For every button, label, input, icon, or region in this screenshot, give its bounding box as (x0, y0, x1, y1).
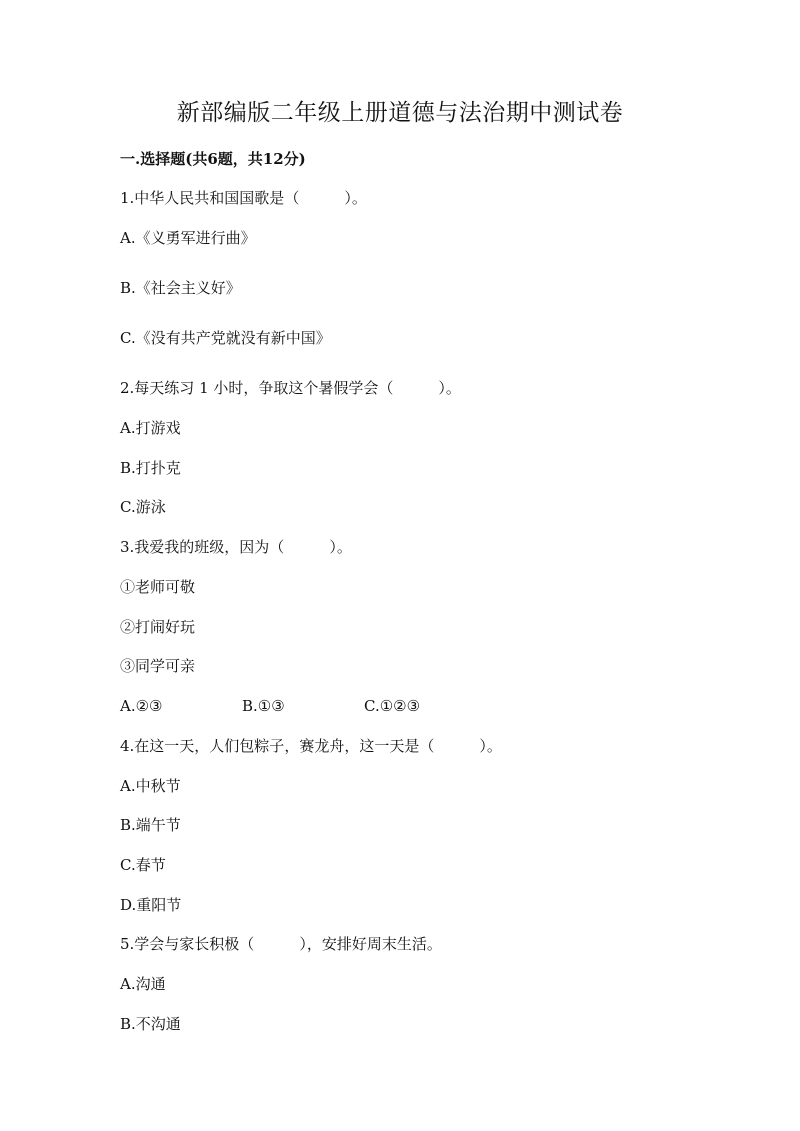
option-item: A.打游戏 (120, 419, 181, 437)
option-item: B.①③ (242, 697, 285, 715)
question-stem: 1.中华人民共和国国歌是（ ）。 (120, 189, 367, 207)
question-stem: 2.每天练习 1 小时，争取这个暑假学会（ ）。 (120, 379, 461, 397)
option-item: B.《社会主义好》 (120, 279, 241, 297)
option-item: A.中秋节 (120, 777, 181, 795)
option-item: C.游泳 (120, 498, 166, 516)
question-stem: 5.学会与家长积极（ ），安排好周末生活。 (120, 935, 442, 953)
option-item: B.打扑克 (120, 459, 181, 477)
option-item: A.②③ (120, 697, 163, 715)
statement-item: ①老师可敬 (120, 578, 196, 596)
option-item: B.不沟通 (120, 1015, 181, 1033)
page-title: 新部编版二年级上册道德与法治期中测试卷 (176, 100, 624, 126)
option-item: C.《没有共产党就没有新中国》 (120, 329, 331, 347)
option-item: B.端午节 (120, 816, 181, 834)
section-header: 一.选择题(共6题，共12分) (120, 150, 306, 168)
option-item: C.春节 (120, 856, 166, 874)
question-stem: 3.我爱我的班级，因为（ ）。 (120, 538, 352, 556)
option-item: C.①②③ (364, 697, 421, 715)
statement-item: ③同学可亲 (120, 657, 196, 675)
option-item: A.沟通 (120, 975, 166, 993)
option-item: D.重阳节 (120, 896, 182, 914)
statement-item: ②打闹好玩 (120, 618, 196, 636)
question-stem: 4.在这一天，人们包粽子，赛龙舟，这一天是（ ）。 (120, 737, 502, 755)
option-item: A.《义勇军进行曲》 (120, 229, 256, 247)
